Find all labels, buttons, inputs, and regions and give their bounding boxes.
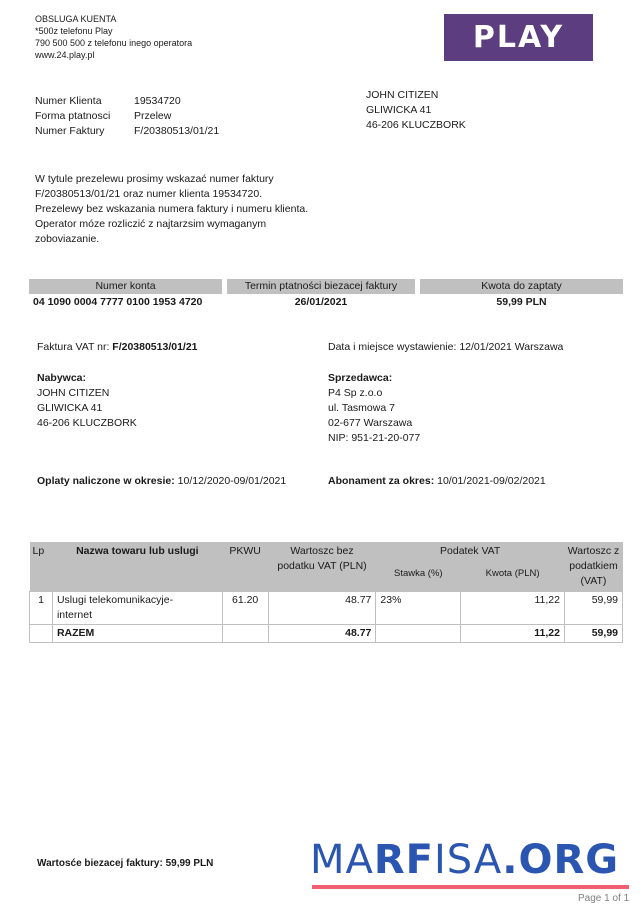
play-phone: *500z telefonu Play xyxy=(35,26,113,36)
col-net-line1: Wartoszc bez xyxy=(290,545,354,557)
client-number-row xyxy=(35,94,219,109)
row-gross: 59,99 xyxy=(564,592,622,625)
col-gross xyxy=(564,542,622,592)
due-date-header: Termin ptatności biezacej faktury xyxy=(227,279,415,294)
watermark-part: RF xyxy=(373,837,434,883)
issue-value: 12/01/2021 Warszawa xyxy=(459,341,564,353)
play-logo-text: PLAY xyxy=(472,20,565,55)
subscription-period-value: 10/01/2021-09/02/2021 xyxy=(437,475,546,487)
issue-date-place xyxy=(328,341,563,353)
customer-service-block xyxy=(35,13,192,61)
buyer-street: GLIWICKA 41 xyxy=(37,402,103,414)
col-pkwu: PKWU xyxy=(222,542,268,592)
account-number-header: Numer konta xyxy=(29,279,222,294)
row-pkwu: 61.20 xyxy=(222,592,268,625)
website-link[interactable]: www.24.play.pl xyxy=(35,50,95,60)
recipient-name: JOHN CITIZEN xyxy=(366,89,439,101)
issue-label: Data i miejsce wystawienie: xyxy=(328,341,457,353)
table-row xyxy=(30,592,623,625)
payment-form-value: Przelew xyxy=(134,110,172,122)
amount-due: 59,99 PLN xyxy=(496,296,547,308)
seller-city: 02-677 Warszawa xyxy=(328,417,413,429)
watermark-part: ISA xyxy=(434,837,503,883)
col-lp: Lp xyxy=(30,542,53,592)
row-vat: 11,22 xyxy=(461,592,565,625)
client-number-label: Numer Klienta xyxy=(35,95,102,107)
vat-invoice-label: Faktura VAT nr: xyxy=(37,341,110,353)
table-total-row xyxy=(30,625,623,643)
row-rate: 23% xyxy=(376,592,461,625)
row-net: 48.77 xyxy=(268,592,376,625)
client-number-value: 19534720 xyxy=(134,95,181,107)
row-name xyxy=(52,592,222,625)
row-lp: 1 xyxy=(30,592,53,625)
current-invoice-value: Wartosće biezacej faktury: 59,99 PLN xyxy=(37,858,214,869)
total-gross: 59,99 xyxy=(564,625,622,643)
col-net-line2: podatku VAT (PLN) xyxy=(277,560,367,572)
marfisa-watermark xyxy=(310,838,619,882)
charges-period-value: 10/12/2020-09/01/2021 xyxy=(177,475,287,487)
buyer-city: 46-206 KLUCZBORK xyxy=(37,417,137,429)
notice-line: Operator móze rozliczić z najtarzsim wymaganym xyxy=(35,218,267,230)
recipient-city: 46-206 KLUCZBORK xyxy=(366,119,466,131)
account-number: 04 1090 0004 7777 0100 1953 4720 xyxy=(33,296,203,308)
charges-period xyxy=(37,475,286,487)
payment-form-label: Forma ptatnosci xyxy=(35,110,111,122)
payment-notice xyxy=(35,172,335,247)
subscription-period xyxy=(328,475,546,487)
notice-line: W tytule prezelewu prosimy wskazać numer faktury xyxy=(35,173,274,185)
seller-street: ul. Tasmowa 7 xyxy=(328,402,395,414)
notice-line: F/20380513/01/21 oraz numer klienta 19534720. xyxy=(35,188,263,200)
watermark-part: .ORG xyxy=(502,837,620,883)
col-vat-rate: Stawka (%) xyxy=(376,566,461,591)
total-label: RAZEM xyxy=(52,625,222,643)
invoice-number-label: Numer Faktury xyxy=(35,125,105,137)
invoice-number-value: F/20380513/01/21 xyxy=(134,125,220,137)
col-name: Nazwa towaru lub uslugi xyxy=(52,542,222,592)
invoice-number-row xyxy=(35,124,219,139)
invoice-items-table xyxy=(29,542,623,643)
notice-line: zoboviazanie. xyxy=(35,233,100,245)
table-header-row xyxy=(30,542,623,566)
vat-invoice-value: F/20380513/01/21 xyxy=(112,341,198,353)
payment-form-row xyxy=(35,109,219,124)
other-operator-phone: 790 500 500 z telefonu inego operatora xyxy=(35,38,193,48)
row-name-line2: internet xyxy=(56,609,92,621)
col-vat-group: Podatek VAT xyxy=(376,542,565,566)
vat-invoice-number xyxy=(37,341,198,353)
buyer-label: Nabywca: xyxy=(37,372,87,384)
total-vat: 11,22 xyxy=(461,625,565,643)
recipient-address xyxy=(366,88,466,133)
row-name-line1: Uslugi telekomunikacyje- xyxy=(56,594,174,606)
play-logo xyxy=(444,14,593,61)
buyer-block xyxy=(37,371,137,431)
notice-line: Prezelewy bez wskazania numera faktury i numeru klienta. xyxy=(35,203,309,215)
seller-block xyxy=(328,371,420,446)
col-net xyxy=(268,542,376,592)
seller-nip: NIP: 951-21-20-077 xyxy=(328,432,421,444)
due-date: 26/01/2021 xyxy=(294,296,348,308)
watermark-part: MA xyxy=(310,837,374,883)
payment-summary xyxy=(29,279,623,310)
charges-period-label: Oplaty naliczone w okresie: xyxy=(37,475,175,487)
watermark-underline xyxy=(312,885,629,889)
page-number: Page 1 of 1 xyxy=(578,893,630,904)
amount-due-header: Kwota do zaptaty xyxy=(420,279,623,294)
seller-name: P4 Sp z.o.o xyxy=(328,387,383,399)
col-gross-line1: Wartoszc z xyxy=(567,545,620,557)
col-vat-amount: Kwota (PLN) xyxy=(461,566,565,591)
subscription-period-label: Abonament za okres: xyxy=(328,475,435,487)
customer-service-title: OBSLUGA KUENTA xyxy=(35,14,117,24)
buyer-name: JOHN CITIZEN xyxy=(37,387,110,399)
col-gross-line3: (VAT) xyxy=(580,575,607,587)
seller-label: Sprzedawca: xyxy=(328,372,393,384)
client-info xyxy=(35,94,219,139)
recipient-street: GLIWICKA 41 xyxy=(366,104,432,116)
total-net: 48.77 xyxy=(268,625,376,643)
col-gross-line2: podatkiem xyxy=(569,560,618,572)
